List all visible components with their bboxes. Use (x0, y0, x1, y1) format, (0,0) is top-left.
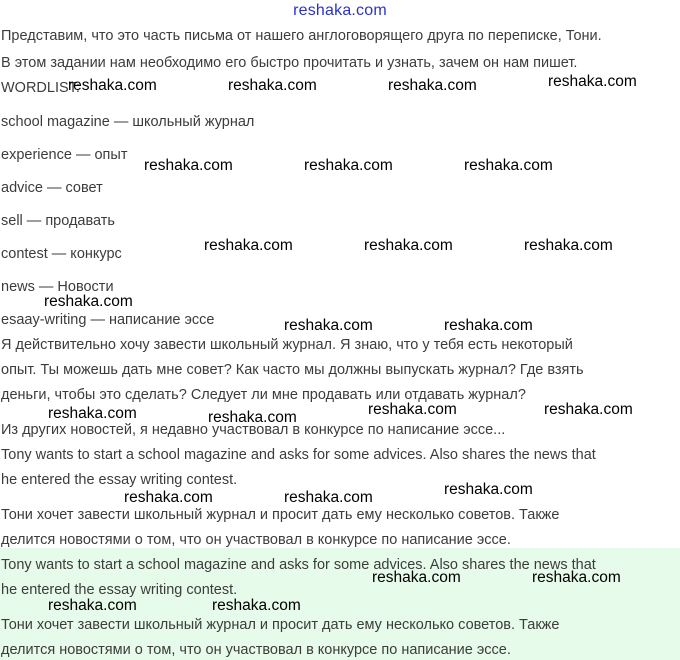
watermark: reshaka.com (44, 293, 133, 310)
letter-line: опыт. Ты можешь дать мне совет? Как часто мы должны выпускать журнал? Где взять (1, 362, 584, 378)
summary-en-line: he entered the essay writing contest. (1, 472, 238, 488)
watermark: reshaka.com (372, 569, 461, 586)
wordlist-item: advice — совет (1, 180, 103, 196)
watermark: reshaka.com (548, 73, 637, 90)
site-watermark-top[interactable]: reshaka.com (293, 2, 387, 19)
watermark: reshaka.com (144, 157, 233, 174)
summary-ru-line: Тони хочет завести школьный журнал и просит дать ему несколько советов. Также (1, 507, 560, 523)
summary-ru-line: делится новостями о том, что он участвовал в конкурсе по написание эссе. (1, 532, 511, 548)
wordlist-item: news — Новости (1, 279, 114, 295)
watermark: reshaka.com (208, 409, 297, 426)
watermark: reshaka.com (368, 401, 457, 418)
watermark: reshaka.com (204, 237, 293, 254)
wordlist-item: school magazine — школьный журнал (1, 114, 255, 130)
intro-line-2: В этом задании нам необходимо его быстро прочитать и узнать, зачем он нам пишет. (1, 55, 578, 71)
answer-en-line: he entered the essay writing contest. (1, 582, 238, 598)
watermark: reshaka.com (388, 77, 477, 94)
answer-en-line: Tony wants to start a school magazine and asks for some advices. Also shares the news that (1, 557, 596, 573)
wordlist-item: experience — опыт (1, 147, 128, 163)
watermark: reshaka.com (444, 481, 533, 498)
letter-line: Из других новостей, я недавно участвовал в конкурсе по написание эссе... (1, 422, 506, 438)
watermark: reshaka.com (524, 237, 613, 254)
watermark: reshaka.com (228, 77, 317, 94)
watermark: reshaka.com (48, 405, 137, 422)
watermark: reshaka.com (212, 597, 301, 614)
watermark: reshaka.com (284, 489, 373, 506)
answer-ru-line: делится новостями о том, что он участвовал в конкурсе по написание эссе. (1, 642, 511, 658)
watermark: reshaka.com (304, 157, 393, 174)
watermark: reshaka.com (444, 317, 533, 334)
wordlist-item: contest — конкурс (1, 246, 122, 262)
watermark: reshaka.com (68, 77, 157, 94)
wordlist-item: sell — продавать (1, 213, 115, 229)
watermark: reshaka.com (532, 569, 621, 586)
watermark: reshaka.com (124, 489, 213, 506)
intro-line-1: Представим, что это часть письма от нашего англоговорящего друга по переписке, Тони. (1, 28, 602, 44)
watermark: reshaka.com (464, 157, 553, 174)
watermark: reshaka.com (544, 401, 633, 418)
letter-line: деньги, чтобы это сделать? Следует ли мне продавать или отдавать журнал? (1, 387, 526, 403)
letter-line: Я действительно хочу завести школьный журнал. Я знаю, что у тебя есть некоторый (1, 337, 573, 353)
answer-ru-line: Тони хочет завести школьный журнал и просит дать ему несколько советов. Также (1, 617, 560, 633)
watermark: reshaka.com (284, 317, 373, 334)
watermark: reshaka.com (364, 237, 453, 254)
summary-en-line: Tony wants to start a school magazine and asks for some advices. Also shares the news that (1, 447, 596, 463)
watermark: reshaka.com (48, 597, 137, 614)
wordlist-item: esaay-writing — написание эссе (1, 312, 215, 328)
wordlist-label: WORDLIST: (1, 80, 80, 96)
